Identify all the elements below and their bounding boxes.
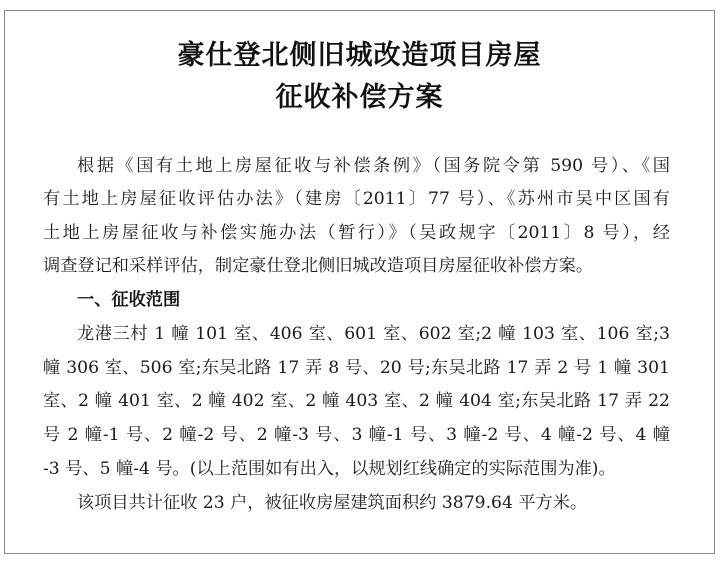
section-heading-scope: 一、征收范围: [77, 290, 181, 310]
intro-paragraph-line: 土地上房屋征收与补偿实施办法（暂行）》（吴政规字〔2011〕8 号），经: [43, 223, 670, 243]
document-page: [4, 10, 715, 554]
summary-line: 该项目共计征收 23 户，被征收房屋建筑面积约 3879.64 平方米。: [77, 493, 588, 513]
document-title-line-2: 征收补偿方案: [275, 82, 444, 113]
intro-paragraph-line: 根据《国有土地上房屋征收与补偿条例》（国务院令第 590 号）、《国: [77, 156, 670, 176]
scope-paragraph-line: 号 2 幢-1 号、2 幢-2 号、2 幢-3 号、3 幢-1 号、3 幢-2 号、4 幢-2 号、4 幢: [43, 425, 670, 445]
scope-paragraph-line: 幢 306 室、506 室;东吴北路 17 弄 8 号、20 号;东吴北路 17 弄 2 号 1 幢 301: [43, 358, 670, 378]
intro-paragraph-line: 有土地上房屋征收评估办法》（建房〔2011〕77 号）、《苏州市吴中区国有: [43, 189, 670, 209]
intro-paragraph-line: 调查登记和采样评估，制定豪仕登北侧旧城改造项目房屋征收补偿方案。: [43, 256, 594, 276]
scope-paragraph-line: 龙港三村 1 幢 101 室、406 室、601 室、602 室;2 幢 103 室、106 室;3: [77, 324, 670, 344]
document-title-line-1: 豪仕登北侧旧城改造项目房屋: [177, 40, 542, 71]
scope-paragraph-line: 室、2 幢 401 室、2 幢 402 室、2 幢 403 室、2 幢 404 室;东吴北路 17 弄 22: [43, 391, 670, 411]
scope-paragraph-line: -3 号、5 幢-4 号。(以上范围如有出入，以规划红线确定的实际范围为准)。: [43, 459, 616, 479]
